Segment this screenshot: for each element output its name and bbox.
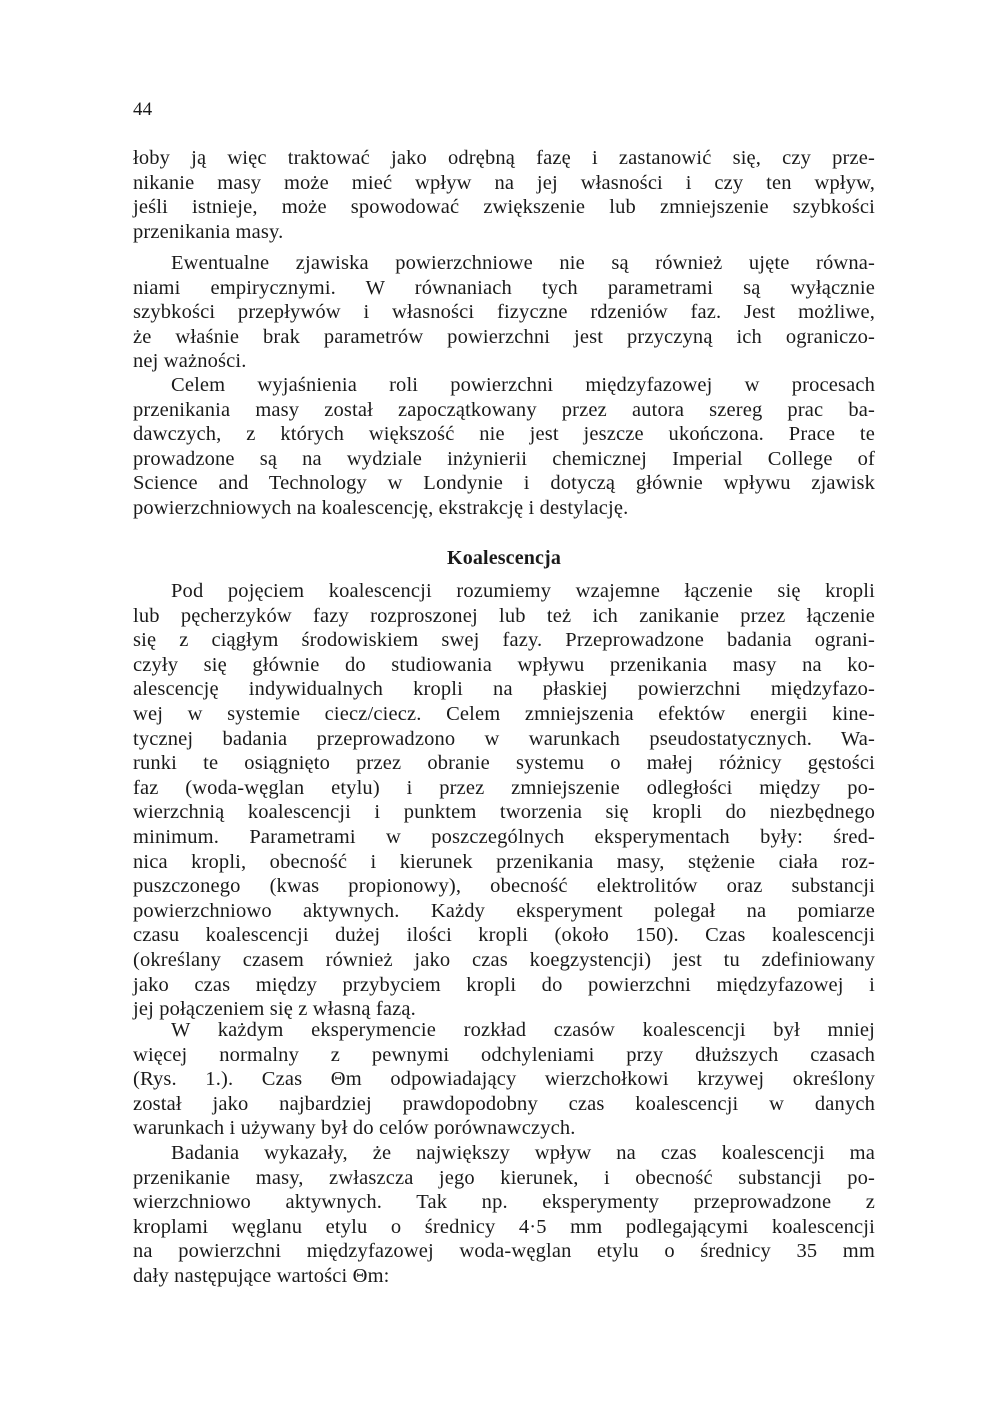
text-line: przenikanie masy, zwłaszcza jego kierunek, i obecność substancji po- (133, 1166, 875, 1189)
paragraph-3 (133, 373, 875, 521)
text-line: przenikania masy. (133, 220, 284, 243)
text-line: jej połączeniem się z własną fazą. (133, 998, 416, 1021)
text-line: łoby ją więc traktować jako odrębną fazę i zastanowić się, czy prze- (133, 147, 875, 169)
text-line: został jako najbardziej prawdopodobny czas koalescencji w danych (133, 1092, 875, 1115)
page-number: 44 (133, 99, 153, 120)
text-line: runki te osiągnięto przez obranie systemu o małej różnicy gęstości (133, 752, 875, 775)
text-line: powierzchniowo aktywnych. Każdy eksperyment polegał na pomiarze (133, 899, 875, 922)
text-line: warunkach i używany był do celów porównawczych. (133, 1117, 576, 1140)
text-line: nej ważności. (133, 350, 247, 373)
text-line: wierzchniowo aktywnych. Tak np. eksperymenty przeprowadzone z (133, 1191, 875, 1214)
text-line: Pod pojęciem koalescencji rozumiemy wzajemne łączenie się kropli (171, 580, 875, 602)
text-line: się z ciągłym środowiskiem swej fazy. Przeprowadzone badania ograni- (133, 629, 875, 652)
text-line: jako czas między przybyciem kropli do powierzchni międzyfazowej i (133, 973, 875, 996)
text-line: czyły się głównie do studiowania wpływu przenikania masy na ko- (133, 653, 875, 676)
text-line: kroplami węglanu etylu o średnicy 4·5 mm podlegającymi koalescencji (133, 1215, 875, 1238)
text-line: Celem wyjaśnienia roli powierzchni międzyfazowej w procesach (171, 374, 875, 396)
text-line: dały następujące wartości Θm: (133, 1264, 390, 1287)
text-line: że właśnie brak parametrów powierzchni jest przyczyną ich ograniczo- (133, 325, 875, 348)
text-line: Ewentualne zjawiska powierzchniowe nie są również ujęte równa- (171, 252, 875, 274)
text-line: nikanie masy może mieć wpływ na jej własności i czy ten wpływ, (133, 171, 875, 194)
text-line: (określany czasem również jako czas koegzystencji) jest tu zdefiniowany (133, 948, 875, 971)
text-line: alescencję indywidualnych kropli na płaskiej powierzchni międzyfazo- (133, 678, 875, 701)
text-line: wierzchnią koalescencji i punktem tworzenia się kropli do niezbędnego (133, 801, 875, 824)
paragraph-2 (133, 251, 875, 374)
paragraph-4 (133, 579, 875, 1022)
text-line: lub pęcherzyków fazy rozproszonej lub też ich zanikanie przez łączenie (133, 604, 875, 627)
text-line: niami empirycznymi. W równaniach tych parametrami są wyłącznie (133, 276, 875, 299)
paragraph-1 (133, 146, 875, 244)
text-line: szybkości przepływów i własności fizyczne rdzeniów faz. Jest możliwe, (133, 301, 875, 324)
text-line: nica kropli, obecność i kierunek przenikania masy, stężenie ciała roz- (133, 850, 875, 873)
text-line: wej w systemie ciecz/ciecz. Celem zmniejszenia efektów energii kine- (133, 702, 875, 725)
text-line: tycznej badania przeprowadzono w warunkach pseudostatycznych. Wa- (133, 727, 875, 750)
text-line: prowadzone są na wydziale inżynierii chemicznej Imperial College of (133, 447, 875, 470)
text-line: dawczych, z których większość nie jest jeszcze ukończona. Prace te (133, 423, 875, 446)
text-line: czasu koalescencji dużej ilości kropli (około 150). Czas koalescencji (133, 924, 875, 947)
text-line: powierzchniowych na koalescencję, ekstrakcję i destylację. (133, 496, 629, 519)
text-line: jeśli istnieje, może spowodować zwiększenie lub zmniejszenie szybkości (133, 196, 875, 219)
text-line: faz (woda-węglan etylu) i przez zmniejszenie odległości między po- (133, 776, 875, 799)
section-heading: Koalescencja (447, 547, 561, 569)
text-line: przenikania masy został zapoczątkowany przez autora szereg prac ba- (133, 398, 875, 421)
text-line: Badania wykazały, że największy wpływ na czas koalescencji ma (171, 1142, 875, 1164)
paragraph-6 (133, 1141, 875, 1289)
text-line: na powierzchni międzyfazowej woda-węglan etylu o średnicy 35 mm (133, 1240, 875, 1263)
text-line: puszczonego (kwas propionowy), obecność elektrolitów oraz substancji (133, 875, 875, 898)
text-line: Science and Technology w Londynie i dotyczą głównie wpływu zjawisk (133, 472, 875, 495)
text-line: więcej normalny z pewnymi odchyleniami przy dłuższych czasach (133, 1043, 875, 1066)
paragraph-5 (133, 1018, 875, 1141)
text-line: (Rys. 1.). Czas Θm odpowiadający wierzchołkowi krzywej określony (133, 1068, 875, 1091)
text-line: W każdym eksperymencie rozkład czasów koalescencji był mniej (171, 1019, 875, 1041)
text-line: minimum. Parametrami w poszczególnych eksperymentach były: śred- (133, 825, 875, 848)
